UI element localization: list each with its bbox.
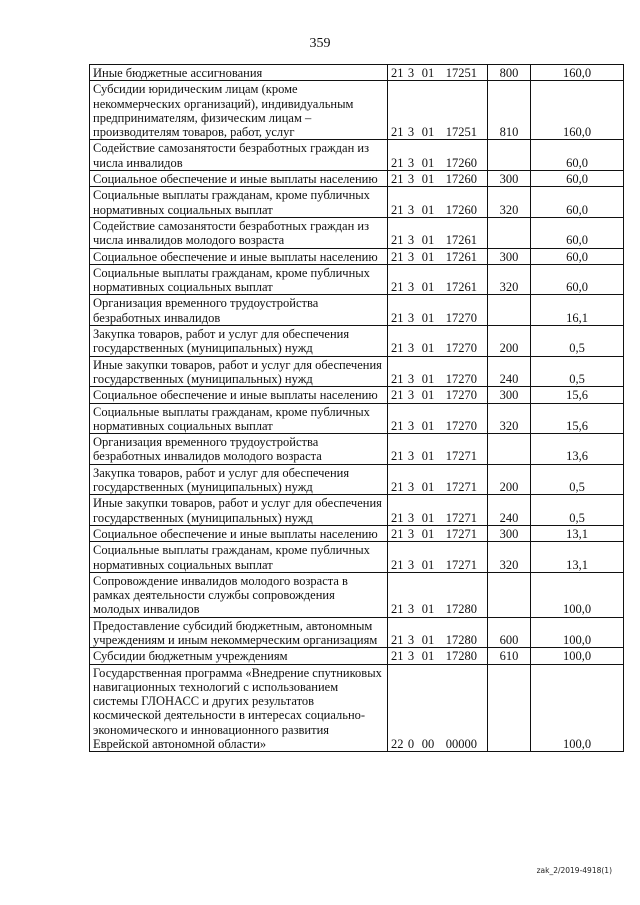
code-part: 01 <box>421 125 435 140</box>
row-sum: 160,0 <box>531 81 624 140</box>
code-part: 21 <box>391 388 404 403</box>
row-expense-type: 200 <box>488 464 531 495</box>
code-part: 01 <box>421 155 435 170</box>
row-code <box>388 295 488 326</box>
row-expense-type: 300 <box>488 525 531 541</box>
row-expense-type <box>488 434 531 465</box>
row-expense-type: 810 <box>488 81 531 140</box>
code-part: 21 <box>391 172 404 187</box>
row-name: Социальные выплаты гражданам, кроме публичных нормативных социальных выплат <box>90 403 388 434</box>
row-sum: 60,0 <box>531 217 624 248</box>
code-part: 01 <box>421 172 435 187</box>
code-part: 00000 <box>445 737 477 752</box>
row-name: Сопровождение инвалидов молодого возраста в рамках деятельности службы сопровождения молодых инвалидов <box>90 572 388 617</box>
row-code <box>388 356 488 387</box>
row-sum: 100,0 <box>531 572 624 617</box>
row-sum: 15,6 <box>531 387 624 403</box>
table-row <box>90 664 624 752</box>
code-part: 17270 <box>445 341 477 356</box>
code-part: 3 <box>407 341 415 356</box>
code-part: 17280 <box>445 649 477 664</box>
row-code <box>388 403 488 434</box>
code-part: 01 <box>421 341 435 356</box>
row-name: Социальные выплаты гражданам, кроме публичных нормативных социальных выплат <box>90 187 388 218</box>
row-sum: 0,5 <box>531 464 624 495</box>
row-name: Субсидии юридическим лицам (кроме некоммерческих организаций), индивидуальным предпринимателям, физическим лицам – производителям товаров, работ, услуг <box>90 81 388 140</box>
row-expense-type: 200 <box>488 326 531 357</box>
row-sum: 60,0 <box>531 140 624 171</box>
budget-table <box>89 64 624 752</box>
code-part: 17261 <box>445 233 477 248</box>
row-name: Закупка товаров, работ и услуг для обеспечения государственных (муниципальных) нужд <box>90 326 388 357</box>
row-name: Содействие самозанятости безработных граждан из числа инвалидов <box>90 140 388 171</box>
table-row <box>90 525 624 541</box>
row-name: Содействие самозанятости безработных граждан из числа инвалидов молодого возраста <box>90 217 388 248</box>
code-part: 17271 <box>445 526 477 541</box>
code-part: 17271 <box>445 480 477 495</box>
code-part: 21 <box>391 371 404 386</box>
table-row <box>90 617 624 648</box>
code-part: 01 <box>421 280 435 295</box>
code-part: 01 <box>421 526 435 541</box>
code-part: 17251 <box>445 66 477 80</box>
code-part: 3 <box>407 233 415 248</box>
row-name: Иные закупки товаров, работ и услуг для обеспечения государственных (муниципальных) нужд <box>90 356 388 387</box>
table-row <box>90 648 624 664</box>
row-sum: 0,5 <box>531 326 624 357</box>
code-part: 01 <box>421 602 435 617</box>
row-sum: 15,6 <box>531 403 624 434</box>
row-expense-type: 320 <box>488 542 531 573</box>
row-expense-type <box>488 295 531 326</box>
table-row <box>90 495 624 526</box>
code-part: 17261 <box>445 249 477 264</box>
code-part: 21 <box>391 155 404 170</box>
code-part: 17251 <box>445 125 477 140</box>
row-code <box>388 648 488 664</box>
table-row <box>90 464 624 495</box>
row-code <box>388 217 488 248</box>
code-part: 17260 <box>445 155 477 170</box>
code-part: 21 <box>391 632 404 647</box>
row-expense-type: 300 <box>488 171 531 187</box>
code-part: 01 <box>421 649 435 664</box>
code-part: 21 <box>391 557 404 572</box>
code-part: 01 <box>421 233 435 248</box>
code-part: 3 <box>407 649 415 664</box>
code-part: 0 <box>407 737 415 752</box>
row-code <box>388 326 488 357</box>
row-name: Социальное обеспечение и иные выплаты населению <box>90 248 388 264</box>
table-row <box>90 171 624 187</box>
row-name: Организация временного трудоустройства безработных инвалидов молодого возраста <box>90 434 388 465</box>
table-row <box>90 572 624 617</box>
code-part: 3 <box>407 418 415 433</box>
code-part: 17280 <box>445 632 477 647</box>
row-name: Государственная программа «Внедрение спутниковых навигационных технологий с использованием системы ГЛОНАСС и других результатов космической деятельности в интересах социально-экономического и инновационного развития Еврейской автономной области» <box>90 664 388 752</box>
row-sum: 60,0 <box>531 187 624 218</box>
row-expense-type <box>488 217 531 248</box>
code-part: 17270 <box>445 388 477 403</box>
row-name: Закупка товаров, работ и услуг для обеспечения государственных (муниципальных) нужд <box>90 464 388 495</box>
code-part: 21 <box>391 249 404 264</box>
code-part: 3 <box>407 480 415 495</box>
code-part: 3 <box>407 632 415 647</box>
code-part: 21 <box>391 310 404 325</box>
code-part: 17271 <box>445 449 477 464</box>
code-part: 21 <box>391 449 404 464</box>
code-part: 17270 <box>445 310 477 325</box>
row-code <box>388 664 488 752</box>
code-part: 3 <box>407 280 415 295</box>
code-part: 3 <box>407 66 415 80</box>
table-row <box>90 65 624 81</box>
code-part: 01 <box>421 480 435 495</box>
code-part: 17271 <box>445 510 477 525</box>
code-part: 01 <box>421 202 435 217</box>
code-part: 01 <box>421 310 435 325</box>
code-part: 21 <box>391 510 404 525</box>
code-part: 21 <box>391 602 404 617</box>
code-part: 01 <box>421 632 435 647</box>
row-expense-type: 600 <box>488 617 531 648</box>
row-sum: 0,5 <box>531 495 624 526</box>
row-expense-type: 610 <box>488 648 531 664</box>
row-sum: 16,1 <box>531 295 624 326</box>
page-number: 359 <box>309 36 331 51</box>
row-name: Организация временного трудоустройства безработных инвалидов <box>90 295 388 326</box>
row-expense-type <box>488 572 531 617</box>
row-name: Социальные выплаты гражданам, кроме публичных нормативных социальных выплат <box>90 264 388 295</box>
table-row <box>90 187 624 218</box>
code-part: 3 <box>407 557 415 572</box>
code-part: 00 <box>421 737 435 752</box>
row-code <box>388 572 488 617</box>
code-part: 3 <box>407 155 415 170</box>
row-expense-type: 240 <box>488 495 531 526</box>
table-row <box>90 356 624 387</box>
row-name: Социальное обеспечение и иные выплаты населению <box>90 387 388 403</box>
code-part: 22 <box>391 737 404 752</box>
code-part: 21 <box>391 341 404 356</box>
code-part: 17270 <box>445 371 477 386</box>
code-part: 01 <box>421 66 435 80</box>
code-part: 3 <box>407 249 415 264</box>
code-part: 3 <box>407 449 415 464</box>
table-row <box>90 326 624 357</box>
row-code <box>388 140 488 171</box>
row-sum: 13,6 <box>531 434 624 465</box>
code-part: 3 <box>407 526 415 541</box>
row-code <box>388 171 488 187</box>
row-sum: 13,1 <box>531 542 624 573</box>
row-sum: 60,0 <box>531 171 624 187</box>
code-part: 17260 <box>445 172 477 187</box>
code-part: 01 <box>421 510 435 525</box>
code-part: 21 <box>391 202 404 217</box>
row-code <box>388 81 488 140</box>
row-code <box>388 464 488 495</box>
code-part: 21 <box>391 233 404 248</box>
row-sum: 160,0 <box>531 65 624 81</box>
code-part: 3 <box>407 202 415 217</box>
row-expense-type <box>488 140 531 171</box>
code-part: 17270 <box>445 418 477 433</box>
table-row <box>90 217 624 248</box>
code-part: 21 <box>391 125 404 140</box>
table-row <box>90 387 624 403</box>
code-part: 17260 <box>445 202 477 217</box>
row-name: Социальные выплаты гражданам, кроме публичных нормативных социальных выплат <box>90 542 388 573</box>
row-code <box>388 542 488 573</box>
code-part: 3 <box>407 172 415 187</box>
row-sum: 60,0 <box>531 264 624 295</box>
code-part: 01 <box>421 418 435 433</box>
row-code <box>388 264 488 295</box>
row-code <box>388 495 488 526</box>
code-part: 21 <box>391 649 404 664</box>
code-part: 3 <box>407 388 415 403</box>
row-sum: 60,0 <box>531 248 624 264</box>
code-part: 3 <box>407 371 415 386</box>
row-expense-type: 300 <box>488 387 531 403</box>
row-code <box>388 434 488 465</box>
code-part: 01 <box>421 249 435 264</box>
code-part: 21 <box>391 480 404 495</box>
table-row <box>90 295 624 326</box>
row-name: Иные закупки товаров, работ и услуг для обеспечения государственных (муниципальных) нужд <box>90 495 388 526</box>
row-code <box>388 187 488 218</box>
code-part: 3 <box>407 125 415 140</box>
row-expense-type: 800 <box>488 65 531 81</box>
table-row <box>90 403 624 434</box>
code-part: 21 <box>391 526 404 541</box>
code-part: 01 <box>421 388 435 403</box>
code-part: 17271 <box>445 557 477 572</box>
row-code <box>388 525 488 541</box>
code-part: 21 <box>391 418 404 433</box>
code-part: 01 <box>421 371 435 386</box>
code-part: 21 <box>391 66 404 80</box>
code-part: 21 <box>391 280 404 295</box>
table-row <box>90 542 624 573</box>
row-sum: 13,1 <box>531 525 624 541</box>
row-name: Социальное обеспечение и иные выплаты населению <box>90 171 388 187</box>
code-part: 01 <box>421 557 435 572</box>
code-part: 3 <box>407 510 415 525</box>
table-row <box>90 264 624 295</box>
row-expense-type <box>488 664 531 752</box>
row-expense-type: 320 <box>488 264 531 295</box>
row-expense-type: 240 <box>488 356 531 387</box>
row-code <box>388 248 488 264</box>
row-sum: 0,5 <box>531 356 624 387</box>
code-part: 17261 <box>445 280 477 295</box>
row-sum: 100,0 <box>531 617 624 648</box>
row-expense-type: 300 <box>488 248 531 264</box>
code-part: 3 <box>407 602 415 617</box>
table-row <box>90 434 624 465</box>
table-row <box>90 81 624 140</box>
footer-code: zak_2/2019-4918(1) <box>536 866 612 875</box>
table-row <box>90 248 624 264</box>
row-name: Субсидии бюджетным учреждениям <box>90 648 388 664</box>
code-part: 17280 <box>445 602 477 617</box>
row-name: Предоставление субсидий бюджетным, автономным учреждениям и иным некоммерческим организациям <box>90 617 388 648</box>
code-part: 01 <box>421 449 435 464</box>
row-code <box>388 617 488 648</box>
row-sum: 100,0 <box>531 664 624 752</box>
budget-table-body <box>90 65 624 752</box>
row-name: Социальное обеспечение и иные выплаты населению <box>90 525 388 541</box>
row-expense-type: 320 <box>488 187 531 218</box>
row-sum: 100,0 <box>531 648 624 664</box>
row-code <box>388 65 488 81</box>
row-code <box>388 387 488 403</box>
row-expense-type: 320 <box>488 403 531 434</box>
code-part: 3 <box>407 310 415 325</box>
row-name: Иные бюджетные ассигнования <box>90 65 388 81</box>
table-row <box>90 140 624 171</box>
